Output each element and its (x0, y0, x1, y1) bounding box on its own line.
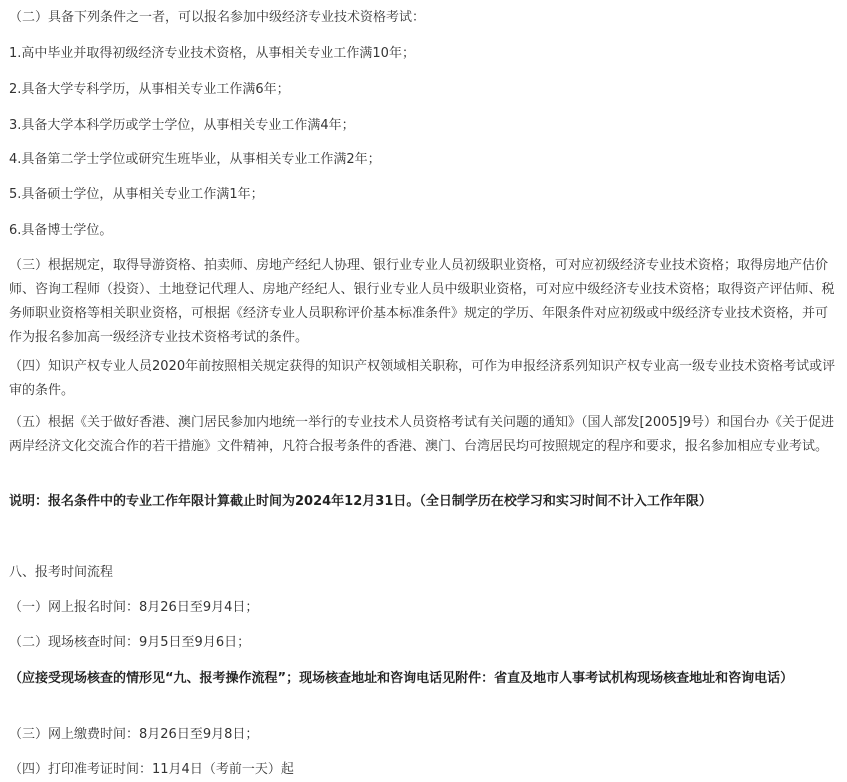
schedule-step-2: （二）现场核查时间：9月5日至9月6日； (9, 635, 251, 650)
list-item: 5.具备硕士学位，从事相关专业工作满1年； (9, 187, 264, 202)
list-item: 1.高中毕业并取得初级经济专业技术资格，从事相关专业工作满10年； (9, 46, 415, 61)
schedule-step-4: （四）打印准考证时间：11月4日（考前一天）起 (9, 762, 294, 777)
verification-note: （应接受现场核查的情形见“九、报考操作流程”；现场核查地址和咨询电话见附件：省直及地市人事考试机构现场核查地址和咨询电话） (9, 671, 794, 686)
list-item: 4.具备第二学士学位或研究生班毕业，从事相关专业工作满2年； (9, 152, 381, 167)
section-5-paragraph: （五）根据《关于做好香港、澳门居民参加内地统一举行的专业技术人员资格考试有关问题的通知》（国人部发[2005]9号）和国台办《关于促进两岸经济文化交流合作的若干措施》文件精神，凡符合报考条件的香港、澳门、台湾居民均可按照规定的程序和要求，报名参加相应专业考试。 (9, 415, 834, 454)
section-2-heading: （二）具备下列条件之一者，可以报名参加中级经济专业技术资格考试： (9, 10, 426, 25)
list-item: 3.具备大学本科学历或学士学位，从事相关专业工作满4年； (9, 118, 355, 133)
section-8-heading: 八、报考时间流程 (9, 565, 114, 580)
section-4-paragraph: （四）知识产权专业人员2020年前按照相关规定获得的知识产权领域相关职称，可作为申报经济系列知识产权专业高一级专业技术资格考试或评审的条件。 (9, 359, 836, 398)
list-item: 6.具备博士学位。 (9, 223, 113, 238)
deadline-note: 说明：报名条件中的专业工作年限计算截止时间为2024年12月31日。（全日制学历在校学习和实习时间不计入工作年限） (9, 494, 712, 509)
schedule-step-1: （一）网上报名时间：8月26日至9月4日； (9, 600, 259, 615)
list-item: 2.具备大学专科学历，从事相关专业工作满6年； (9, 82, 290, 97)
schedule-step-3: （三）网上缴费时间：8月26日至9月8日； (9, 727, 259, 742)
section-3-paragraph: （三）根据规定，取得导游资格、拍卖师、房地产经纪人协理、银行业专业人员初级职业资格，可对应初级经济专业技术资格；取得房地产估价师、咨询工程师（投资）、土地登记代理人、房地产经纪人、银行业专业人员中级职业资格，可对应中级经济专业技术资格；取得资产评估师、税务师职业资格等相关职业资格，可根据《经济专业人员职称评价基本标准条件》规定的学历、年限条件对应初级或中级经济专业技术资格，并可作为报名参加高一级经济专业技术资格考试的条件。 (9, 258, 835, 345)
